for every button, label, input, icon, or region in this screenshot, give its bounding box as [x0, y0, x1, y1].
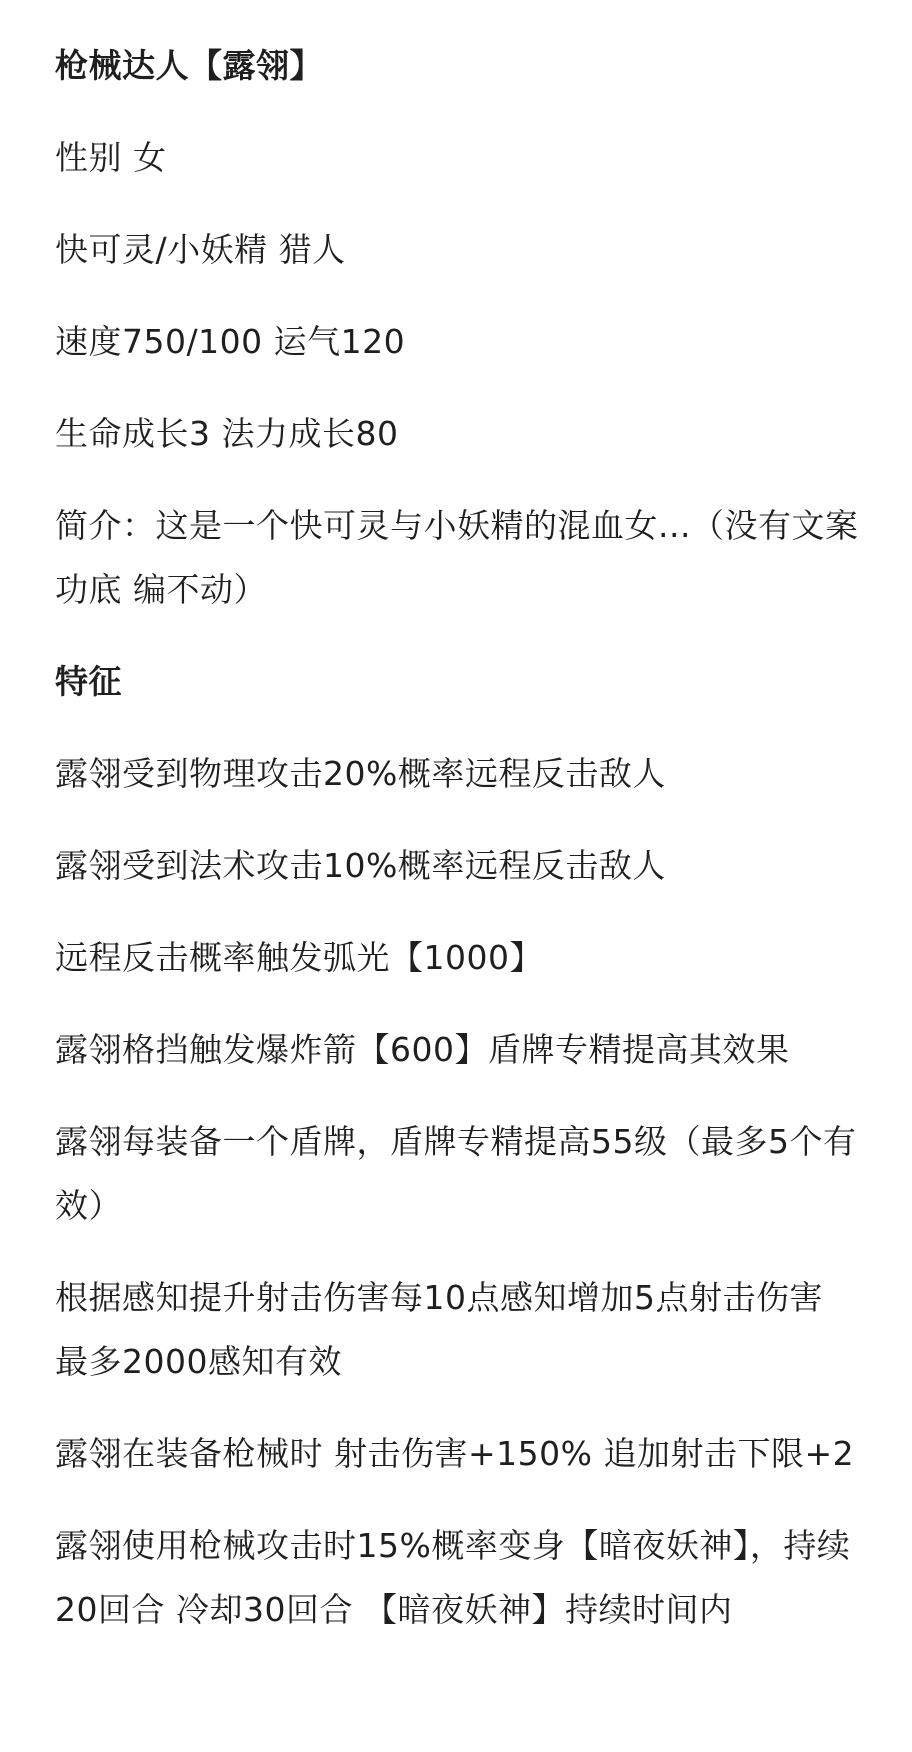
intro-paragraph: 简介：这是一个快可灵与小妖精的混血女...（没有文案功底 编不动）	[55, 506, 859, 609]
trait-item: 露翎格挡触发爆炸箭【600】盾牌专精提高其效果	[55, 1030, 790, 1069]
trait-item: 根据感知提升射击伤害每10点感知增加5点射击伤害 最多2000感知有效	[55, 1278, 834, 1381]
gender-line: 性别 女	[55, 138, 167, 177]
trait-item: 露翎使用枪械攻击时15%概率变身【暗夜妖神】，持续20回合 冷却30回合 【暗夜妖神】持续时间内	[55, 1526, 851, 1629]
trait-item: 露翎每装备一个盾牌，盾牌专精提高55级（最多5个有效）	[55, 1122, 857, 1225]
traits-heading: 特征	[55, 662, 122, 701]
race-class-line: 快可灵/小妖精 猎人	[55, 230, 346, 269]
speed-luck-line: 速度750/100 运气120	[55, 322, 406, 361]
trait-item: 露翎在装备枪械时 射击伤害+150% 追加射击下限+2	[55, 1434, 855, 1473]
trait-item: 露翎受到法术攻击10%概率远程反击敌人	[55, 846, 666, 885]
document-title: 枪械达人【露翎】	[55, 46, 323, 85]
trait-item: 露翎受到物理攻击20%概率远程反击敌人	[55, 754, 666, 793]
trait-item: 远程反击概率触发弧光【1000】	[55, 938, 543, 977]
growth-line: 生命成长3 法力成长80	[55, 414, 399, 453]
